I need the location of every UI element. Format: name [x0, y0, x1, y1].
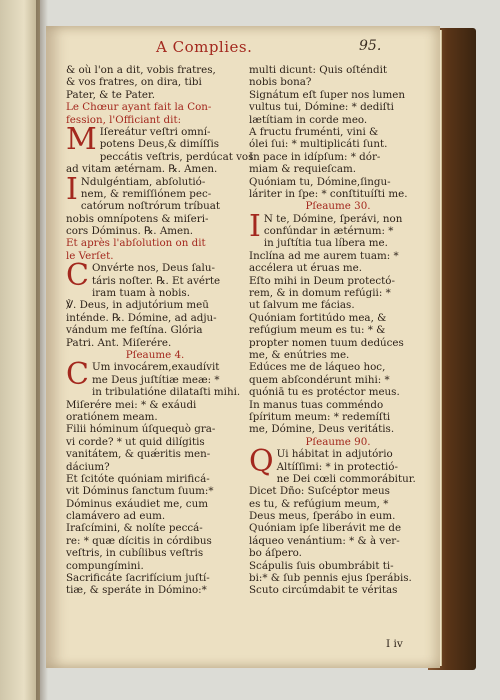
- line-text: N te, Dómine, ſperávi, non: [263, 212, 403, 225]
- line-text: táris noſter. ℞. Et avérte: [91, 274, 221, 287]
- line-text: rem, & in domum refúgii: *: [249, 287, 391, 300]
- line-text: quem abſcondérunt mihi: *: [249, 373, 390, 386]
- text-line: [249, 324, 427, 336]
- line-text: Altíſſimi: * in protectió-: [276, 460, 398, 473]
- text-line: [249, 461, 427, 473]
- line-text: bi:* & ſub pennis ejus ſperábis.: [249, 572, 412, 585]
- line-text: In manus tuas comméndo: [249, 398, 384, 411]
- line-text: catórum noſtrórum tríbuat: [80, 200, 221, 213]
- line-text: Eſto mihi in Deum protectó-: [249, 274, 395, 287]
- line-text: & vos fratres, on dira, tibi: [66, 76, 202, 89]
- drop-initial: C: [66, 357, 89, 393]
- text-line: [249, 510, 427, 522]
- text-line: [249, 237, 427, 249]
- line-text: Onvérte nos, Deus ſalu-: [91, 262, 215, 275]
- line-text: nobis omnípotens & miſeri-: [66, 212, 209, 225]
- line-text: confúndar in ætérnum: *: [263, 225, 394, 238]
- text-line: [249, 584, 427, 596]
- text-line: [249, 349, 427, 361]
- psalm-heading: [249, 436, 427, 448]
- text-line: [249, 188, 427, 200]
- text-line: [249, 535, 427, 547]
- text-line: [66, 572, 244, 584]
- text-line: [249, 287, 427, 299]
- text-line: [66, 498, 244, 510]
- text-line: [66, 163, 244, 175]
- text-line: [249, 423, 427, 435]
- folio-number: 95.: [359, 38, 382, 54]
- text-line: [66, 337, 244, 349]
- text-line: [249, 114, 427, 126]
- text-line: [249, 250, 427, 262]
- text-line: [249, 262, 427, 274]
- line-text: Scápulis ſuis obumbrábit ti-: [249, 559, 394, 572]
- text-line: [66, 510, 244, 522]
- line-text: oratiónem meam.: [66, 410, 158, 423]
- drop-initial: C: [66, 258, 89, 294]
- line-text: ne Dei cœli commorábitur.: [276, 472, 416, 485]
- text-line: [66, 448, 244, 460]
- line-text: nem, & remiſſiónem pec-: [80, 187, 212, 200]
- text-line: [66, 386, 244, 398]
- text-line: [66, 237, 244, 249]
- line-text: Quóniam fortitúdo mea, &: [249, 311, 387, 324]
- line-text: Deus meus, ſperábo in eum.: [249, 510, 396, 523]
- line-text: cors Dóminus. ℞. Amen.: [66, 225, 194, 238]
- text-line: [249, 225, 427, 237]
- line-text: Edúces me de láqueo hoc,: [249, 361, 386, 374]
- drop-initial: I: [66, 171, 78, 207]
- line-text: Iſereátur veſtri omní-: [99, 125, 211, 138]
- text-line: [66, 114, 244, 126]
- line-text: Miſerére mei: * & exáudi: [66, 398, 197, 411]
- text-line: [249, 163, 427, 175]
- running-title: A Complies.: [156, 38, 253, 56]
- line-text: lætítiam in corde meo.: [249, 113, 368, 126]
- line-text: Dicet Dño: Suſcéptor meus: [249, 485, 390, 498]
- line-text: Le Chœur ayant fait la Con-: [66, 101, 212, 114]
- text-line: [66, 200, 244, 212]
- text-line: [66, 399, 244, 411]
- text-line: [66, 89, 244, 101]
- text-line: [66, 374, 244, 386]
- text-line: [66, 485, 244, 497]
- line-text: ℣. Deus, in adjutórium meū: [66, 299, 209, 312]
- text-line: [249, 126, 427, 138]
- text-line: [249, 64, 427, 76]
- left-column: [66, 64, 254, 597]
- line-text: miam & requieſcam.: [249, 163, 357, 176]
- text-line: [249, 337, 427, 349]
- text-line: [249, 572, 427, 584]
- page-header: [46, 38, 440, 58]
- line-text: me, Dómine, Deus veritátis.: [249, 423, 395, 436]
- line-text: vándum me feſtína. Glória: [66, 324, 203, 337]
- line-text: Pſeaume 90.: [305, 435, 371, 448]
- line-text: Scuto circúmdabit te véritas: [249, 584, 398, 597]
- line-text: vit Dóminus ſanctum ſuum:*: [66, 485, 214, 498]
- text-line: [249, 138, 427, 150]
- text-line: [66, 560, 244, 572]
- text-line: [249, 399, 427, 411]
- line-text: dácium?: [66, 460, 110, 473]
- text-line: [66, 324, 244, 336]
- right-column: [249, 64, 427, 597]
- book-page: [46, 26, 440, 668]
- text-line: [249, 547, 427, 559]
- line-text: Quóniam ipſe liberávit me de: [249, 522, 402, 535]
- text-line: [66, 547, 244, 559]
- line-text: & où l'on a dit, vobis fratres,: [66, 64, 216, 76]
- line-text: In pace in idípſum: * dór-: [249, 150, 381, 163]
- text-line: [249, 176, 427, 188]
- line-text: inténde. ℞. Dómine, ad adju-: [66, 311, 217, 324]
- line-text: Dóminus exáudiet me, cum: [66, 497, 208, 510]
- line-text: le Verſet.: [66, 249, 114, 262]
- line-text: me Deus juſtítiæ meæ: *: [91, 373, 220, 386]
- text-line: [66, 64, 244, 76]
- line-text: Pſeaume 4.: [125, 348, 185, 361]
- text-line: [249, 498, 427, 510]
- text-line: [249, 560, 427, 572]
- line-text: es tu, & refúgium meum, *: [249, 497, 389, 510]
- line-text: láriter in ſpe: * conſtituíſti me.: [249, 187, 408, 200]
- line-text: Filii hóminum úſquequò gra-: [66, 423, 216, 436]
- line-text: me, & enútries me.: [249, 348, 350, 361]
- line-text: vultus tui, Dómine: * dediſti: [249, 101, 394, 114]
- text-line: [249, 485, 427, 497]
- line-text: Et ſcitóte quóniam mirificá-: [66, 472, 210, 485]
- line-text: vanitátem, & quǽritis men-: [66, 448, 211, 461]
- psalm-heading: [249, 200, 427, 212]
- text-line: [249, 299, 427, 311]
- text-line: [249, 89, 427, 101]
- line-text: fession, l'Officiant dit:: [66, 113, 182, 126]
- text-line: [66, 535, 244, 547]
- text-line: [66, 436, 244, 448]
- text-line: [66, 461, 244, 473]
- line-text: Signátum eſt ſuper nos lumen: [249, 88, 405, 101]
- line-text: clamávero ad eum.: [66, 510, 166, 523]
- line-text: propter nomen tuum dedúces: [249, 336, 404, 349]
- line-text: re: * quæ dícitis in córdibus: [66, 534, 212, 547]
- text-line: [66, 423, 244, 435]
- text-line: [249, 76, 427, 88]
- drop-initial: I: [249, 208, 261, 244]
- text-line: [66, 275, 244, 287]
- line-text: láqueo venántium: * & à ver-: [249, 534, 400, 547]
- text-line: [249, 101, 427, 113]
- text-line: [66, 287, 244, 299]
- line-text: tiæ, & speráte in Dómino:*: [66, 584, 207, 597]
- line-text: ſpíritum meum: * redemíſti: [249, 410, 391, 423]
- text-line: [66, 76, 244, 88]
- line-text: nobis bona?: [249, 76, 312, 89]
- line-text: vi corde? * ut quid dilígitis: [66, 435, 205, 448]
- text-line: [66, 225, 244, 237]
- text-line: [66, 473, 244, 485]
- line-text: Quóniam tu, Dómine,ſingu-: [249, 175, 391, 188]
- line-text: in tribulatióne dilataſti mihi.: [91, 386, 241, 399]
- text-line: [66, 101, 244, 113]
- text-line: [66, 188, 244, 200]
- text-line: [249, 275, 427, 287]
- line-text: ut ſalvum me fácias.: [249, 299, 355, 312]
- line-text: potens Deus,& dimíſſis: [99, 138, 220, 151]
- text-line: [249, 374, 427, 386]
- line-text: veſtris, in cubílibus veſtris: [66, 547, 204, 560]
- text-line: [249, 473, 427, 485]
- line-text: multi dicunt: Quis oſténdit: [249, 64, 388, 76]
- line-text: bo áſpero.: [249, 547, 302, 560]
- text-line: [66, 312, 244, 324]
- line-text: Iraſcímini, & nolíte peccá-: [66, 522, 203, 535]
- line-text: Et après l'abſolution on dit: [66, 237, 206, 250]
- line-text: Ndulgéntiam, abſolutió-: [80, 175, 206, 188]
- text-line: [249, 312, 427, 324]
- signature-mark: I iv: [386, 638, 403, 650]
- drop-initial: Q: [249, 444, 274, 480]
- line-text: Inclína ad me aurem tuam: *: [249, 249, 399, 262]
- text-line: [66, 522, 244, 534]
- text-line: [66, 584, 244, 596]
- line-text: ad vitam ætérnam. ℞. Amen.: [66, 163, 218, 176]
- text-line: [249, 411, 427, 423]
- line-text: A fructu fruménti, vini &: [249, 125, 379, 138]
- text-line: [249, 522, 427, 534]
- line-text: Sacrificáte ſacrifícium juſtí-: [66, 572, 210, 585]
- line-text: refúgium meum es tu: * &: [249, 324, 386, 337]
- line-text: iram tuam à nobis.: [91, 287, 190, 300]
- text-line: [249, 151, 427, 163]
- line-text: Patri. Ant. Miſerére.: [66, 336, 172, 349]
- psalm-heading: [66, 349, 244, 361]
- text-line: [66, 250, 244, 262]
- text-line: [66, 299, 244, 311]
- line-text: Um invocárem,exaudívit: [91, 361, 220, 374]
- drop-initial: M: [66, 121, 97, 157]
- line-text: accélera ut éruas me.: [249, 262, 363, 275]
- text-line: [66, 213, 244, 225]
- line-text: Pſeaume 30.: [305, 200, 371, 213]
- line-text: Pater, & te Pater.: [66, 88, 156, 101]
- line-text: quóniā tu es protéctor meus.: [249, 386, 400, 399]
- line-text: ólei ſui: * multiplicáti ſunt.: [249, 138, 388, 151]
- text-line: [249, 361, 427, 373]
- facing-page-edge: [0, 0, 40, 700]
- line-text: in juſtítia tua líbera me.: [263, 237, 388, 250]
- line-text: compungímini.: [66, 559, 144, 572]
- line-text: peccátis veſtris, perdúcat vos: [99, 150, 254, 163]
- text-line: [249, 386, 427, 398]
- text-line: [66, 411, 244, 423]
- line-text: Ui hábitat in adjutório: [276, 448, 393, 461]
